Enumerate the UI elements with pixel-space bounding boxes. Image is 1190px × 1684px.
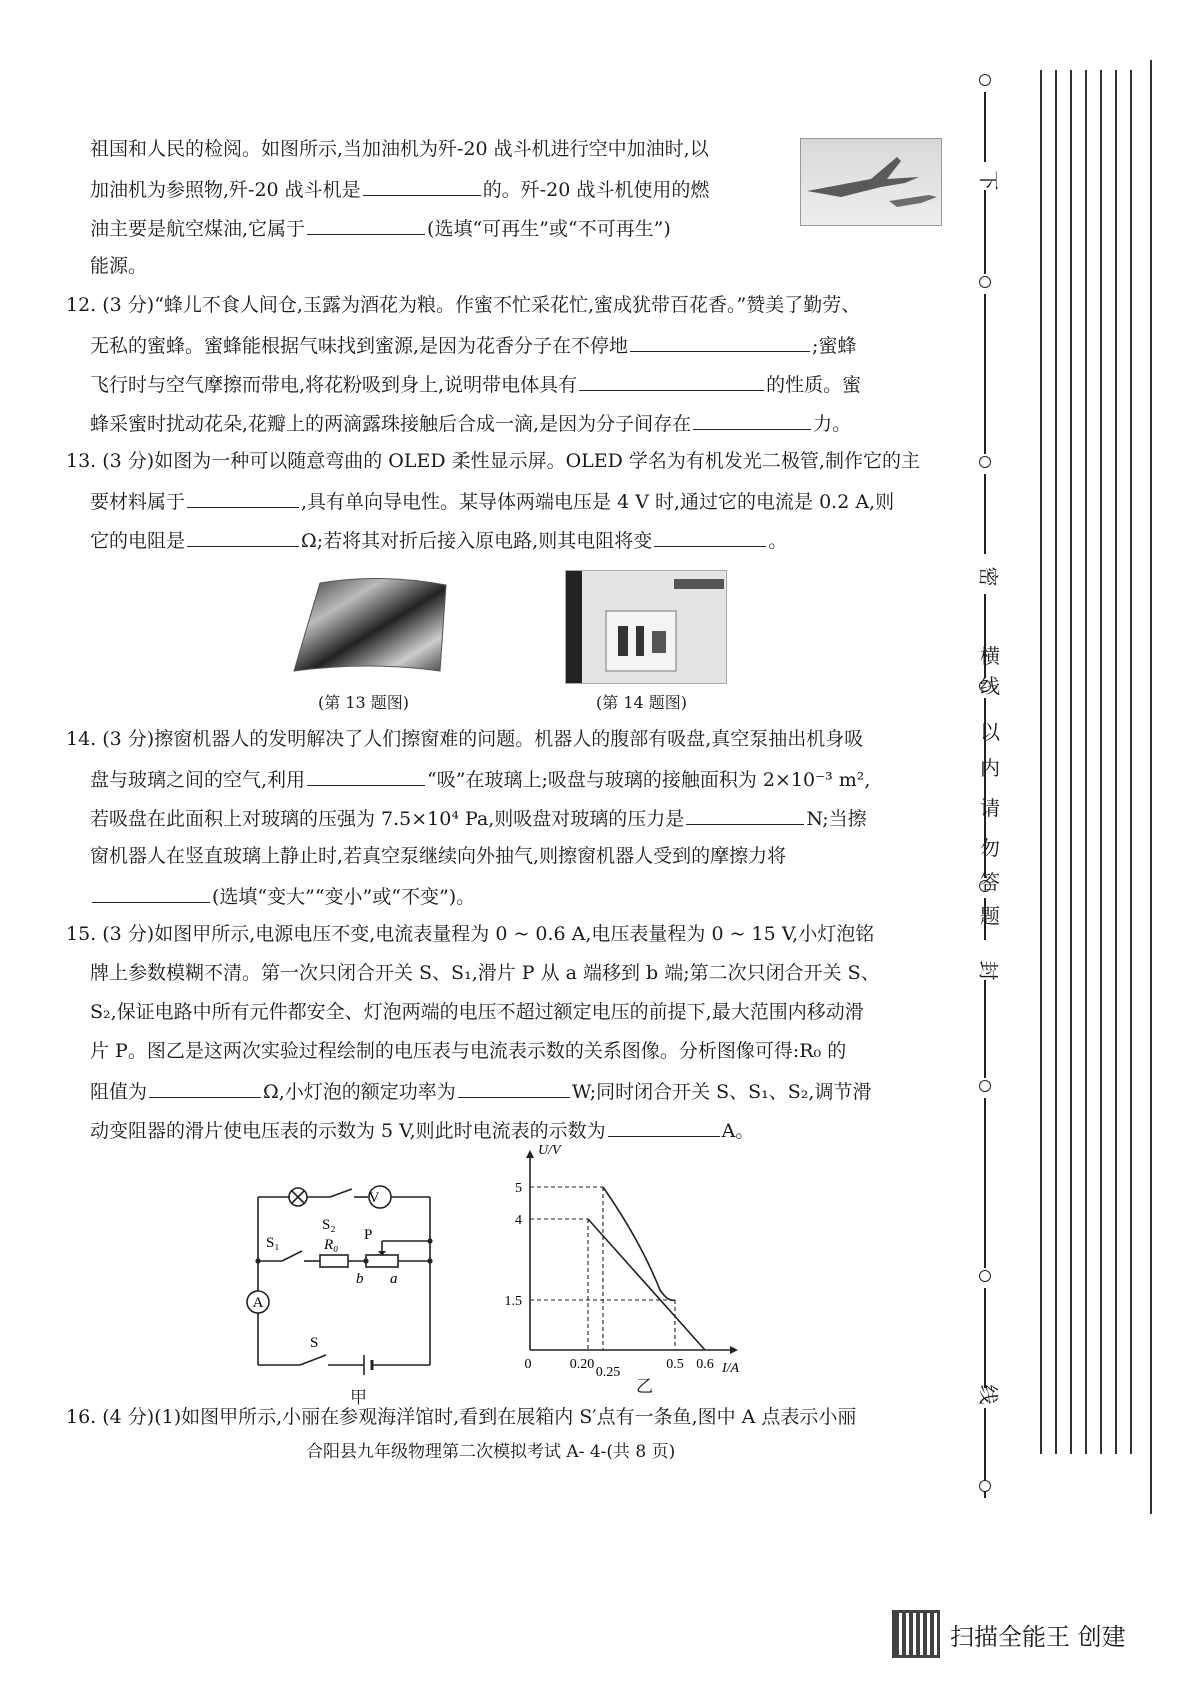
switch-s1 <box>282 1251 302 1261</box>
y-tick: 1.5 <box>504 1294 522 1309</box>
q15-line5 <box>90 1077 871 1105</box>
q12-text: 蜂采蜜时扰动花朵,花瓣上的两滴露珠接触后合成一滴,是因为分子间存在 <box>90 413 692 435</box>
answer-blank[interactable] <box>458 1077 570 1098</box>
circuit-label: 甲 <box>350 1388 367 1408</box>
cut-line <box>984 294 986 454</box>
q14-text: 盘与玻璃之间的空气,利用 <box>90 769 306 791</box>
q14-line3 <box>90 804 867 832</box>
q12-text: 力。 <box>813 413 852 435</box>
a-label: a <box>390 1271 398 1287</box>
q12-line3 <box>90 370 861 398</box>
q12-line2 <box>90 331 856 359</box>
switch-s <box>300 1355 326 1365</box>
q12-line1: 12. (3 分)“蜂儿不食人间仓,玉露为酒花为粮。作蜜不忙采花忙,蜜成犹带百花香。”赞美了勤劳、 <box>66 294 861 316</box>
answer-blank[interactable] <box>654 526 766 547</box>
answer-blank[interactable] <box>307 765 425 786</box>
binding-char: 下 <box>976 170 1001 191</box>
ruled-line <box>1070 70 1072 1454</box>
s1-label: S₁ <box>266 1235 280 1251</box>
scanner-watermark: 扫描全能王 创建 <box>950 1623 1126 1651</box>
y-tick: 4 <box>515 1213 522 1228</box>
q15-text: 阻值为 <box>90 1081 148 1103</box>
q13-text: Ω;若将其对折后接入原电路,则其电阻将变 <box>301 530 653 552</box>
q11-text: 的。歼-20 战斗机使用的燃 <box>482 179 710 201</box>
q11-line1: 祖国和人民的检阅。如图所示,当加油机为歼-20 战斗机进行空中加油时,以 <box>90 138 709 160</box>
q15-line1: 15. (3 分)如图甲所示,电源电压不变,电流表量程为 0 ~ 0.6 A,电压表量程为 0 ~ 15 V,小灯泡铭 <box>66 923 875 945</box>
y-tick: 5 <box>515 1181 522 1196</box>
aircraft-icon <box>801 139 941 225</box>
x-tick: 0.6 <box>696 1357 714 1372</box>
binding-hole-icon <box>979 1080 991 1092</box>
figure-13-caption: (第 13 题图) <box>318 693 410 712</box>
x-tick: 0.25 <box>595 1365 621 1380</box>
q11-line3 <box>90 214 671 242</box>
q13-line3 <box>90 526 787 554</box>
q11-text: 油主要是航空煤油,它属于 <box>90 218 306 240</box>
cut-line <box>984 1098 986 1268</box>
binding-char: 勿 <box>980 836 1000 860</box>
q13-text: ,具有单向导电性。某导体两端电压是 4 V 时,通过它的电流是 0.2 A,则 <box>301 491 895 513</box>
window-robot-figure <box>565 570 727 684</box>
q14-line2 <box>90 765 870 793</box>
ruled-line <box>1115 70 1117 1454</box>
u-i-graph <box>500 1140 770 1380</box>
q14-text: N;当擦 <box>806 808 867 830</box>
binding-hole-icon <box>979 276 991 288</box>
q15-text: W;同时闭合开关 S、S₁、S₂,调节滑 <box>571 1081 872 1103</box>
ruled-line <box>1130 70 1132 1454</box>
x-tick: 0 <box>524 1357 532 1372</box>
oled-display-figure <box>290 575 450 675</box>
binding-char: 线 <box>976 1384 1001 1405</box>
answer-blank[interactable] <box>693 409 811 430</box>
binding-char: 封 <box>976 960 1001 981</box>
rheostat <box>366 1255 398 1267</box>
answer-blank[interactable] <box>630 331 810 352</box>
q12-text: 无私的蜜蜂。蜜蜂能根据气味找到蜜源,是因为花香分子在不停地 <box>90 335 629 357</box>
qr-code-icon <box>892 1610 940 1658</box>
q15-line2: 牌上参数模糊不清。第一次只闭合开关 S、S₁,滑片 P 从 a 端移到 b 端;第二次只闭合开关 S、 <box>90 962 880 984</box>
q12-text: ;蜜蜂 <box>812 335 857 357</box>
p-label: P <box>364 1227 373 1243</box>
q12-text: 的性质。蜜 <box>766 374 862 396</box>
circuit-diagram <box>240 1175 460 1375</box>
q13-text: 。 <box>768 530 788 552</box>
q11-text: 加油机为参照物,歼-20 战斗机是 <box>90 179 361 201</box>
ruled-line <box>1085 70 1087 1454</box>
s2-label: S₂ <box>322 1217 336 1233</box>
answer-blank[interactable] <box>307 214 425 235</box>
ruled-line <box>1100 70 1102 1454</box>
q14-line1: 14. (3 分)擦窗机器人的发明解决了人们擦窗难的问题。机器人的腹部有吸盘,真空泵抽出机身吸 <box>66 728 864 750</box>
q13-text: 要材料属于 <box>90 491 186 513</box>
q14-text: 若吸盘在此面积上对玻璃的压强为 7.5×10⁴ Pa,则吸盘对玻璃的压力是 <box>90 808 685 830</box>
binding-char: 线 <box>980 674 1000 698</box>
x-tick: 0.20 <box>569 1357 595 1372</box>
binding-hole-icon <box>979 74 991 86</box>
ruled-line <box>1150 60 1152 1514</box>
x-axis-label: I/A <box>722 1361 740 1376</box>
binding-char: 内 <box>980 756 1000 780</box>
y-axis-label: U/V <box>538 1143 561 1158</box>
q15-line3: S₂,保证电路中所有元件都安全、灯泡两端的电压不超过额定电压的前提下,最大范围内移动滑 <box>90 1001 864 1023</box>
q13-text: 它的电阻是 <box>90 530 186 552</box>
switch-s2 <box>330 1189 352 1197</box>
page-footer: 合阳县九年级物理第二次模拟考试 A- 4-(共 8 页) <box>306 1442 676 1462</box>
answer-blank[interactable] <box>92 882 210 903</box>
cut-line <box>984 92 986 162</box>
q15-line4: 片 P。图乙是这两次实验过程绘制的电压表与电流表示数的关系图像。分析图像可得:R₀ 的 <box>90 1040 847 1062</box>
cut-line <box>984 1288 986 1388</box>
ruled-line <box>1055 70 1057 1454</box>
q14-line4: 窗机器人在竖直玻璃上静止时,若真空泵继续向外抽气,则擦窗机器人受到的摩擦力将 <box>90 845 787 867</box>
rheostat-line <box>588 1219 705 1350</box>
binding-char: 请 <box>980 796 1000 820</box>
answer-blank[interactable] <box>363 175 481 196</box>
cut-line <box>984 474 986 554</box>
answer-blank[interactable] <box>149 1077 261 1098</box>
graph-label: 乙 <box>636 1377 653 1397</box>
binding-char: 题 <box>980 904 1000 928</box>
jet-refueling-photo <box>800 138 942 226</box>
answer-blank[interactable] <box>187 487 299 508</box>
q14-text: “吸”在玻璃上;吸盘与玻璃的接触面积为 2×10⁻³ m², <box>427 769 871 791</box>
binding-char: 密 <box>976 566 1001 587</box>
q15-text: Ω,小灯泡的额定功率为 <box>263 1081 456 1103</box>
q15-text: 动变阻器的滑片使电压表的示数为 5 V,则此时电流表的示数为 <box>90 1120 606 1142</box>
lamp-curve <box>603 1187 675 1300</box>
q15-text: A。 <box>721 1120 755 1142</box>
q14-line5 <box>90 882 475 910</box>
cut-line <box>984 980 986 1078</box>
figure-14-caption: (第 14 题图) <box>596 693 688 712</box>
ruled-line <box>1040 70 1042 1454</box>
q12-text: 飞行时与空气摩擦而带电,将花粉吸到身上,说明带电体具有 <box>90 374 578 396</box>
b-label: b <box>356 1271 364 1287</box>
q13-line1: 13. (3 分)如图为一种可以随意弯曲的 OLED 柔性显示屏。OLED 学名为有机发光二极管,制作它的主 <box>66 450 920 472</box>
answer-blank[interactable] <box>608 1116 720 1137</box>
binding-hole-icon <box>979 1270 991 1282</box>
binding-char: 横 <box>980 644 1000 668</box>
q12-line4 <box>90 409 851 437</box>
cut-line <box>984 190 986 274</box>
s-label: S <box>310 1335 319 1351</box>
binding-hole-icon <box>979 1480 991 1492</box>
q14-text: (选填“变大”“变小”或“不变”)。 <box>212 886 476 908</box>
binding-char: 答 <box>980 870 1000 894</box>
binding-hole-icon <box>979 456 991 468</box>
binding-char: 以 <box>980 720 1000 744</box>
answer-blank[interactable] <box>187 526 299 547</box>
ammeter-label: A <box>252 1295 264 1311</box>
q11-text: (选填“可再生”或“不可再生”) <box>427 218 671 240</box>
q16-line1: 16. (4 分)(1)如图甲所示,小丽在参观海洋馆时,看到在展箱内 S′点有一条鱼,图中 A 点表示小丽 <box>66 1406 857 1428</box>
answer-blank[interactable] <box>579 370 764 391</box>
r0-label: R₀ <box>324 1237 339 1253</box>
q11-line4: 能源。 <box>90 255 148 277</box>
resistor-r0 <box>320 1255 348 1267</box>
x-tick: 0.5 <box>666 1357 684 1372</box>
q13-line2 <box>90 487 894 515</box>
voltmeter-label: V <box>368 1190 380 1206</box>
q11-line2 <box>90 175 709 203</box>
answer-blank[interactable] <box>686 804 804 825</box>
